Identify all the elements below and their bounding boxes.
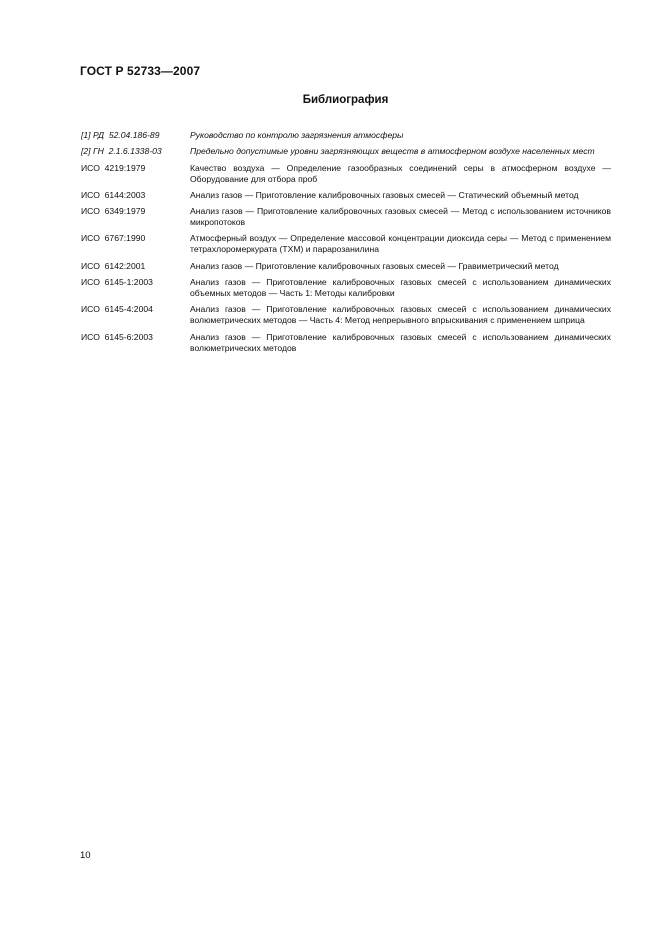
bibliography-ref: ИСО 4219:1979 bbox=[81, 162, 146, 173]
bibliography-ref: ИСО 6145-4:2004 bbox=[81, 304, 153, 315]
bibliography-entry bbox=[81, 304, 611, 326]
bibliography-ref: ИСО 6144:2003 bbox=[81, 189, 146, 200]
section-title: Библиография bbox=[302, 94, 389, 106]
bibliography-ref: ИСО 6142:2001 bbox=[81, 260, 146, 271]
bibliography-entry bbox=[81, 206, 611, 228]
bibliography-ref: ИСО 6145-6:2003 bbox=[81, 331, 153, 342]
bibliography-ref: ИСО 6349:1979 bbox=[81, 206, 146, 217]
bibliography-ref: [1] РД 52.04.186-89 bbox=[81, 130, 160, 140]
bibliography-ref: ИСО 6767:1990 bbox=[81, 233, 146, 244]
bibliography-title: Руководство по контролю загрязнения атмосферы bbox=[190, 130, 404, 140]
bibliography-entry bbox=[81, 233, 611, 255]
bibliography-title: Анализ газов — Приготовление калибровочных газовых смесей — Гравиметрический метод bbox=[190, 260, 559, 271]
bibliography-ref: ИСО 6145-1:2003 bbox=[81, 277, 153, 288]
bibliography-title: Анализ газов — Приготовление калибровочных газовых смесей с использованием динамических волюметрических методов — Часть 4: Метод непрерывного впрыскивания с применением шприца bbox=[190, 304, 611, 326]
bibliography-title: Атмосферный воздух — Определение массовой концентрации диоксида серы — Метод с применением тетрахлоромеркурата (ТХМ) и парарозанилина bbox=[190, 233, 611, 255]
bibliography-entry bbox=[81, 163, 611, 185]
bibliography-entry bbox=[81, 332, 611, 354]
bibliography-title: Предельно допустимые уровни загрязняющих веществ в атмосферном воздухе населенных мест bbox=[190, 146, 595, 157]
bibliography-entry bbox=[81, 261, 611, 272]
bibliography-title: Анализ газов — Приготовление калибровочных газовых смесей с использованием динамических объемных методов — Часть 1: Методы калибровки bbox=[190, 277, 611, 299]
page-number: 10 bbox=[80, 850, 91, 861]
bibliography-entry bbox=[81, 146, 611, 157]
bibliography-title: Анализ газов — Приготовление калибровочных газовых смесей — Статический объемный метод bbox=[190, 189, 579, 200]
bibliography-title: Анализ газов — Приготовление калибровочных газовых смесей — Метод с использованием источников микропотоков bbox=[190, 206, 611, 228]
bibliography-entry bbox=[81, 190, 611, 201]
bibliography-list bbox=[81, 130, 611, 359]
bibliography-title: Анализ газов — Приготовление калибровочных газовых смесей с использованием динамических волюметрических методов bbox=[190, 331, 611, 353]
bibliography-ref: [2] ГН 2.1.6.1338-03 bbox=[81, 146, 162, 157]
document-header: ГОСТ Р 52733—2007 bbox=[80, 64, 201, 78]
bibliography-entry bbox=[81, 130, 611, 141]
bibliography-entry bbox=[81, 277, 611, 299]
bibliography-title: Качество воздуха — Определение газообразных соединений серы в атмосферном воздухе — Оборудование для отбора проб bbox=[190, 162, 611, 184]
